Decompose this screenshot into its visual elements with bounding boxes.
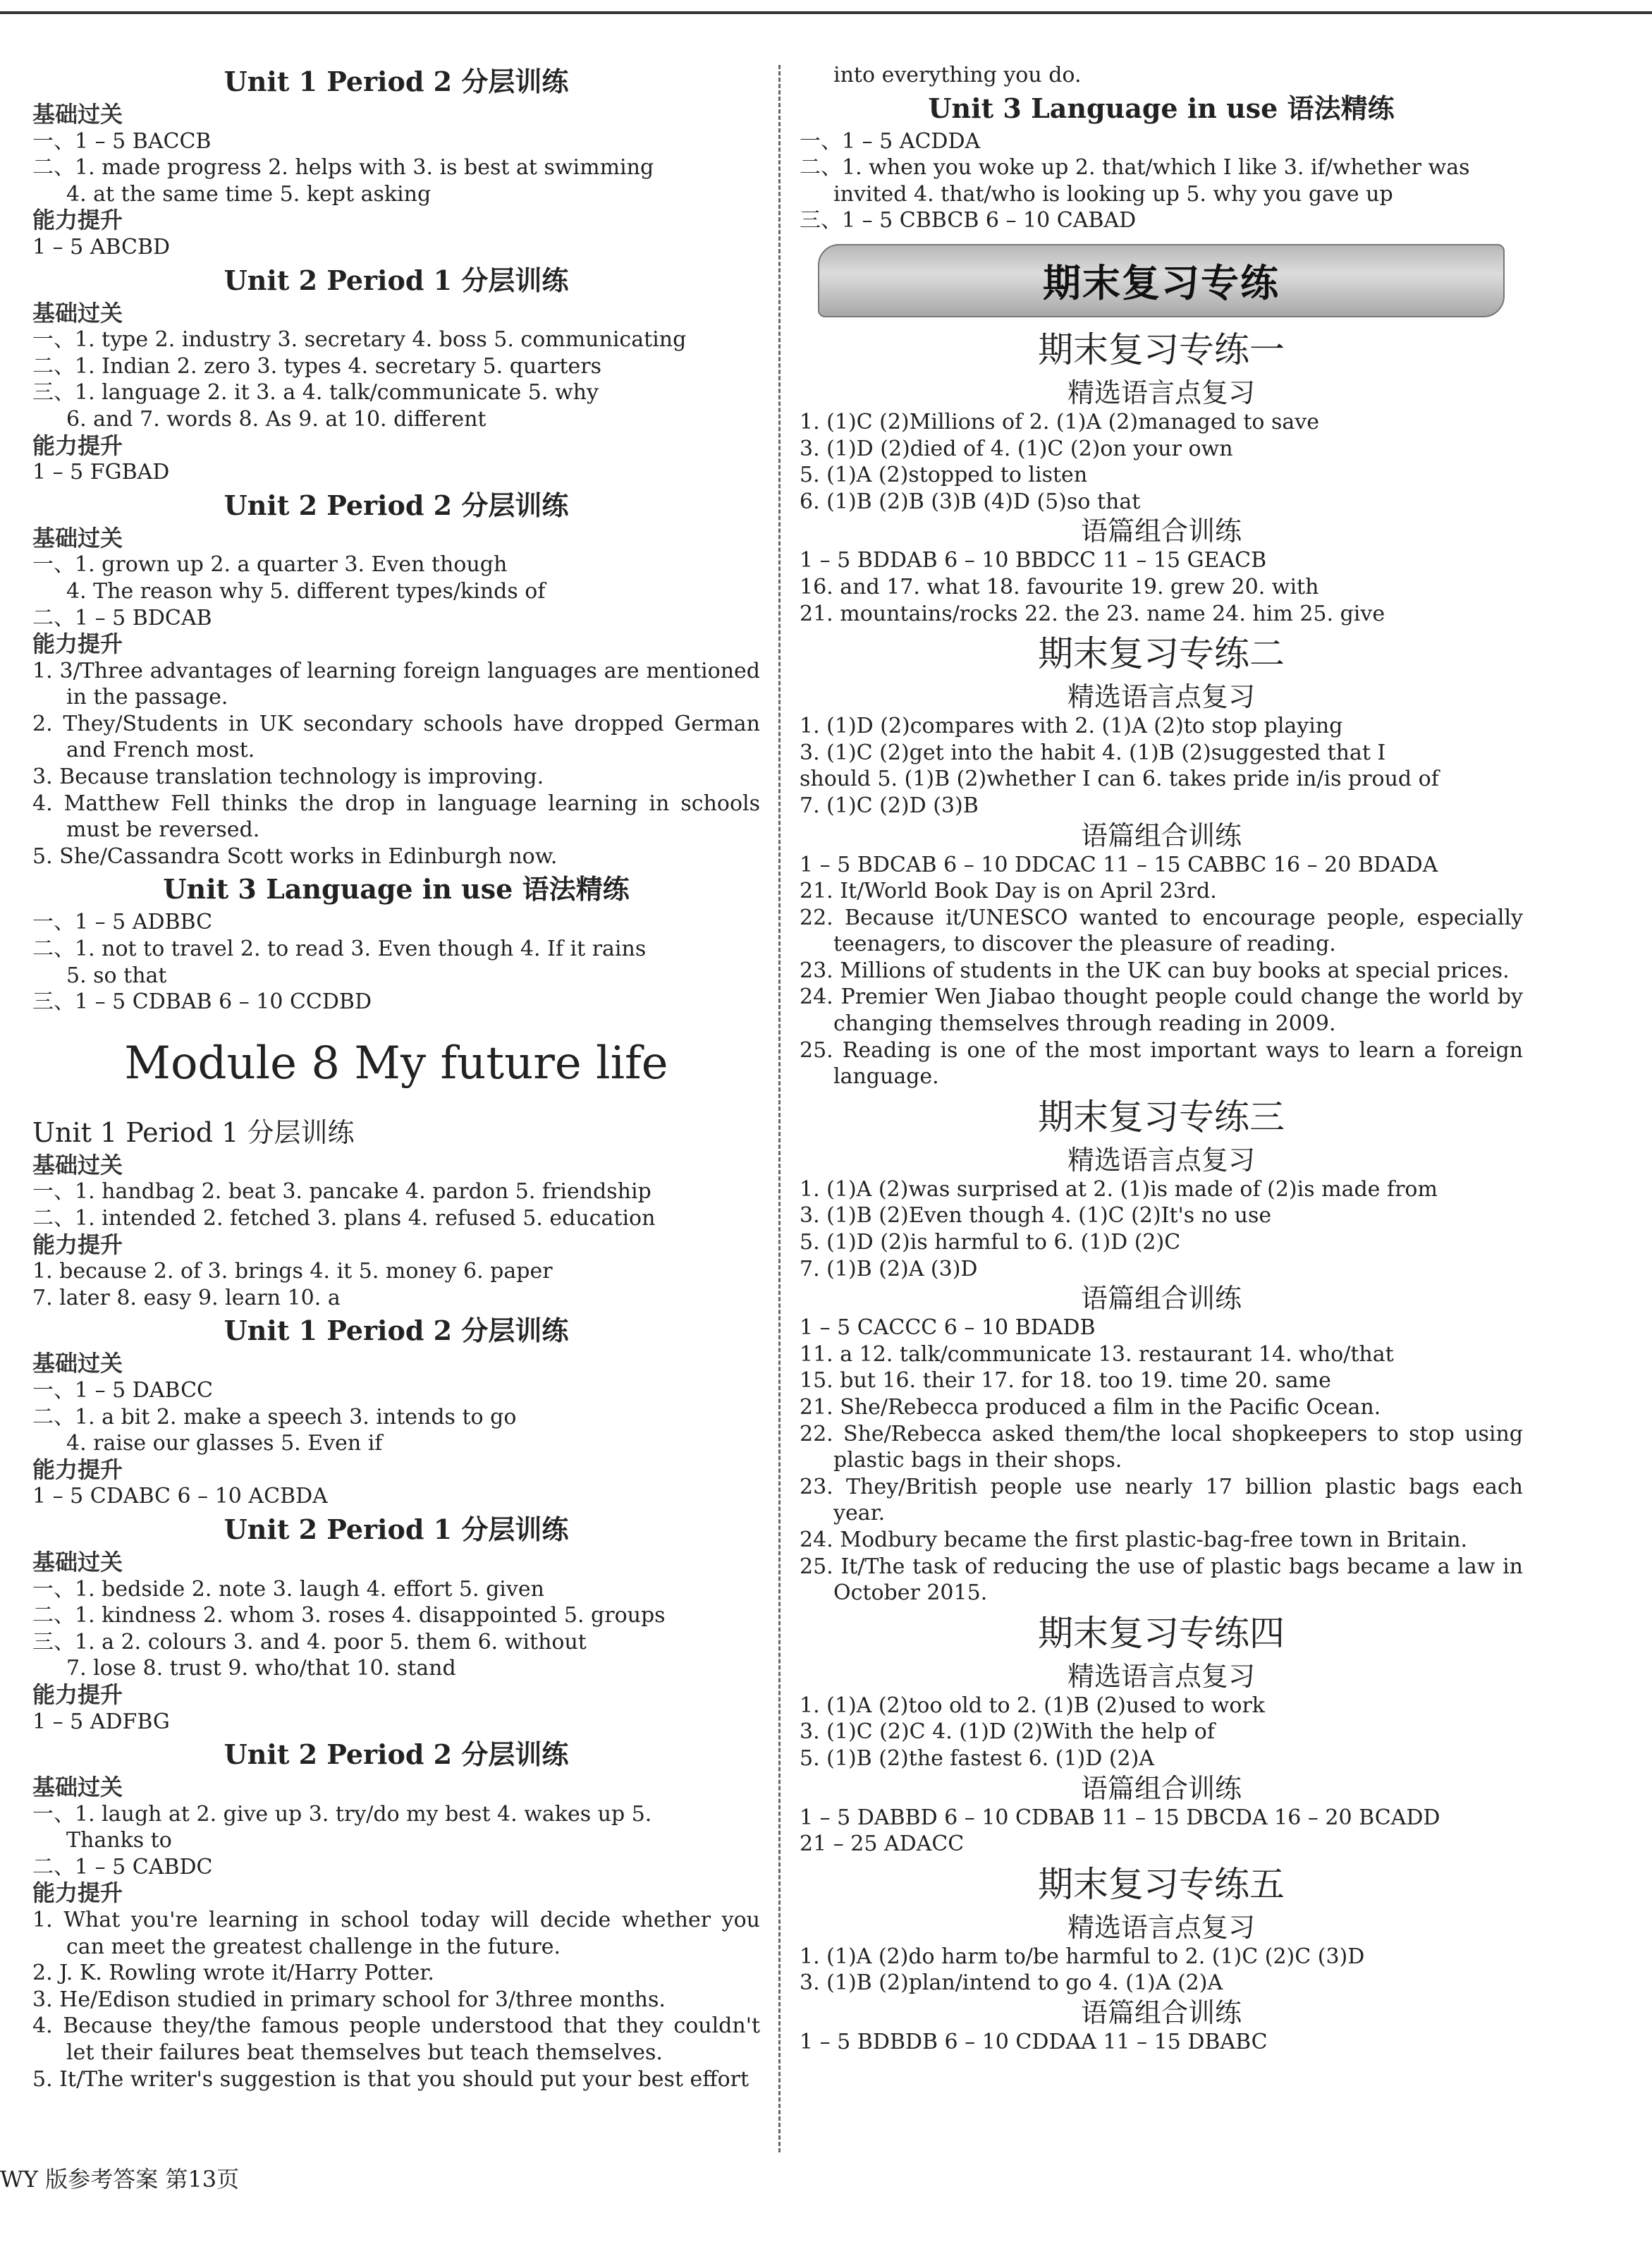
- section-label: 能力提升: [32, 1456, 123, 1483]
- review-heading: 期末复习专练一: [1038, 329, 1285, 370]
- section-label: 能力提升: [32, 1231, 123, 1258]
- answer-line: 7. (1)C (2)D (3)B: [800, 793, 979, 818]
- unit-heading: Unit 1 Period 2 分层训练: [224, 66, 569, 97]
- answer-line: 4. raise our glasses 5. Even if: [66, 1431, 383, 1456]
- answer-line: 2. They/Students in UK secondary schools have dropped German and French most.: [32, 711, 760, 763]
- answer-line: 7. later 8. easy 9. learn 10. a: [32, 1285, 341, 1310]
- review-heading: 期末复习专练三: [1038, 1096, 1285, 1138]
- answer-line: 一、1. type 2. industry 3. secretary 4. boss 5. communicating: [32, 327, 687, 353]
- section-label: 能力提升: [32, 1879, 123, 1907]
- unit-heading: Unit 2 Period 2 分层训练: [224, 1738, 569, 1771]
- answer-line: 1 – 5 CDABC 6 – 10 ACBDA: [32, 1484, 328, 1509]
- answer-line: 7. lose 8. trust 9. who/that 10. stand: [66, 1656, 456, 1681]
- answer-line: 23. Millions of students in the UK can buy books at special prices.: [800, 958, 1510, 983]
- answer-line: 3. He/Edison studied in primary school for 3/three months.: [32, 1987, 666, 2012]
- answer-line: 1 – 5 ADFBG: [32, 1709, 170, 1734]
- review-heading: 期末复习专练二: [1038, 633, 1285, 675]
- answer-line: 22. Because it/UNESCO wanted to encourage people, especially teenagers, to discover the pleasure of reading.: [800, 905, 1523, 957]
- section-label: 基础过关: [32, 1350, 123, 1377]
- answer-line: 三、1. language 2. it 3. a 4. talk/communicate 5. why: [32, 380, 599, 406]
- unit-heading: Unit 1 Period 2 分层训练: [224, 1315, 569, 1347]
- section-label: 基础过关: [32, 101, 123, 128]
- answer-line: 一、1. bedside 2. note 3. laugh 4. effort 5. given: [32, 1576, 544, 1602]
- answer-line: 5. (1)D (2)is harmful to 6. (1)D (2)C: [800, 1230, 1181, 1255]
- right-column: [800, 62, 1523, 2056]
- review-subheading: 语篇组合训练: [1080, 1997, 1242, 2028]
- answer-line: invited 4. that/who is looking up 5. why you gave up: [833, 181, 1393, 207]
- answer-line: 21. mountains/rocks 22. the 23. name 24. him 25. give: [800, 601, 1385, 626]
- answer-line: 16. and 17. what 18. favourite 19. grew 20. with: [800, 574, 1319, 599]
- review-banner: 期末复习专练: [818, 244, 1505, 317]
- answer-line: 4. The reason why 5. different types/kinds of: [66, 578, 546, 604]
- answer-line: 三、1. a 2. colours 3. and 4. poor 5. them 6. without: [32, 1629, 587, 1654]
- answer-line: 1 – 5 BDDAB 6 – 10 BBDCC 11 – 15 GEACB: [800, 548, 1267, 573]
- answer-line: 二、1. Indian 2. zero 3. types 4. secretary 5. quarters: [32, 353, 602, 379]
- answer-line: 1 – 5 FGBAD: [32, 460, 170, 485]
- answer-line: 1. 3/Three advantages of learning foreign languages are mentioned in the passage.: [32, 658, 760, 710]
- answer-line: should 5. (1)B (2)whether I can 6. takes pride in/is proud of: [800, 767, 1439, 792]
- section-label: 能力提升: [32, 207, 123, 234]
- answer-line: 5. so that: [66, 963, 167, 988]
- section-label: 能力提升: [32, 1681, 123, 1708]
- left-column: [32, 62, 760, 2092]
- answer-line: Thanks to: [66, 1828, 172, 1853]
- answer-line: 15. but 16. their 17. for 18. too 19. time 20. same: [800, 1368, 1331, 1394]
- answer-line: 1 – 5 BDBDB 6 – 10 CDDAA 11 – 15 DBABC: [800, 2029, 1268, 2054]
- answer-line: 23. They/British people use nearly 17 billion plastic bags each year.: [800, 1474, 1523, 1526]
- answer-line: 二、1. intended 2. fetched 3. plans 4. refused 5. education: [32, 1206, 656, 1231]
- review-heading: 期末复习专练五: [1038, 1863, 1285, 1905]
- answer-line: 4. Matthew Fell thinks the drop in language learning in schools must be reversed.: [32, 791, 760, 843]
- review-subheading: 精选语言点复习: [1067, 681, 1255, 713]
- answer-line: 一、1. handbag 2. beat 3. pancake 4. pardon 5. friendship: [32, 1179, 651, 1205]
- answer-line: 一、1 – 5 ACDDA: [800, 128, 981, 154]
- unit-heading: Unit 3 Language in use 语法精练: [928, 92, 1395, 124]
- answer-line: 4. at the same time 5. kept asking: [66, 181, 432, 207]
- review-subheading: 语篇组合训练: [1080, 819, 1242, 851]
- answer-line: 2. J. K. Rowling wrote it/Harry Potter.: [32, 1961, 434, 1986]
- review-subheading: 精选语言点复习: [1067, 377, 1255, 408]
- section-label: 基础过关: [32, 524, 123, 551]
- answer-line: 二、1 – 5 CABDC: [32, 1854, 213, 1879]
- answer-line: into everything you do.: [833, 63, 1082, 87]
- answer-line: 1. (1)C (2)Millions of 2. (1)A (2)managed to save: [800, 409, 1319, 434]
- review-subheading: 精选语言点复习: [1067, 1911, 1255, 1943]
- answer-line: 1 – 5 BDCAB 6 – 10 DDCAC 11 – 15 CABBC 16 – 20 BDADA: [800, 852, 1438, 877]
- answer-line: 三、1 – 5 CDBAB 6 – 10 CCDBD: [32, 989, 372, 1015]
- section-label: 基础过关: [32, 299, 123, 327]
- review-subheading: 精选语言点复习: [1067, 1660, 1255, 1692]
- unit-heading: Unit 2 Period 1 分层训练: [224, 264, 569, 296]
- answer-line: 1. (1)A (2)too old to 2. (1)B (2)used to work: [800, 1693, 1265, 1718]
- unit-heading: Unit 3 Language in use 语法精练: [163, 873, 630, 906]
- unit-heading: Unit 2 Period 2 分层训练: [224, 489, 569, 521]
- section-label: 基础过关: [32, 1151, 123, 1178]
- answer-line: 二、1. kindness 2. whom 3. roses 4. disappointed 5. groups: [32, 1603, 666, 1628]
- unit-heading: Unit 2 Period 1 分层训练: [224, 1513, 569, 1545]
- review-subheading: 语篇组合训练: [1080, 1283, 1242, 1315]
- review-subheading: 精选语言点复习: [1067, 1144, 1255, 1176]
- answer-line: 3. (1)C (2)C 4. (1)D (2)With the help of: [800, 1719, 1215, 1745]
- answer-line: 6. (1)B (2)B (3)B (4)D (5)so that: [800, 489, 1141, 514]
- module-title: Module 8 My future life: [124, 1037, 668, 1090]
- answer-line: 5. It/The writer's suggestion is that you should put your best effort: [32, 2066, 749, 2092]
- section-label: 基础过关: [32, 1548, 123, 1576]
- answer-line: 3. Because translation technology is improving.: [32, 764, 544, 790]
- page-footer: WY 版参考答案 第13页: [0, 2166, 240, 2193]
- answer-line: 一、1 – 5 BACCB: [32, 128, 212, 154]
- answer-line: 二、1. a bit 2. make a speech 3. intends to go: [32, 1404, 517, 1430]
- section-label: 能力提升: [32, 432, 123, 459]
- answer-line: 3. (1)C (2)get into the habit 4. (1)B (2)suggested that I: [800, 740, 1386, 765]
- answer-line: 21. She/Rebecca produced a film in the Pacific Ocean.: [800, 1395, 1381, 1420]
- answer-line: 22. She/Rebecca asked them/the local shopkeepers to stop using plastic bags in their shops.: [800, 1421, 1523, 1473]
- review-subheading: 语篇组合训练: [1080, 1772, 1242, 1804]
- answer-line: 5. (1)B (2)the fastest 6. (1)D (2)A: [800, 1745, 1154, 1771]
- answer-line: 一、1 – 5 DABCC: [32, 1377, 214, 1403]
- answer-line: 6. and 7. words 8. As 9. at 10. different: [66, 406, 487, 432]
- review-subheading: 语篇组合训练: [1080, 516, 1242, 547]
- answer-line: 二、1 – 5 BDCAB: [32, 605, 212, 630]
- answer-line: 1. (1)A (2)do harm to/be harmful to 2. (1)C (2)C (3)D: [800, 1944, 1365, 1969]
- answer-line: 3. (1)B (2)Even though 4. (1)C (2)It's no use: [800, 1203, 1272, 1229]
- answer-line: 24. Modbury became the first plastic-bag-free town in Britain.: [800, 1527, 1468, 1552]
- answer-line: 二、1. when you woke up 2. that/which I like 3. if/whether was: [800, 155, 1470, 181]
- answer-line: 1 – 5 DABBD 6 – 10 CDBAB 11 – 15 DBCDA 16 – 20 BCADD: [800, 1805, 1440, 1830]
- answer-line: 1. (1)D (2)compares with 2. (1)A (2)to stop playing: [800, 714, 1343, 739]
- answer-line: 25. It/The task of reducing the use of plastic bags became a law in October 2015.: [800, 1554, 1523, 1606]
- answer-line: 1. (1)A (2)was surprised at 2. (1)is made of (2)is made from: [800, 1176, 1438, 1202]
- answer-line: 11. a 12. talk/communicate 13. restaurant 14. who/that: [800, 1341, 1394, 1367]
- answer-line: 1 – 5 CACCC 6 – 10 BDADB: [800, 1315, 1096, 1341]
- review-heading: 期末复习专练四: [1038, 1612, 1285, 1654]
- answer-line: 1. because 2. of 3. brings 4. it 5. money 6. paper: [32, 1259, 553, 1284]
- answer-line: 1. What you're learning in school today will decide whether you can meet the greatest challenge in the future.: [32, 1908, 760, 1959]
- answer-line: 4. Because they/the famous people understood that they couldn't let their failures beat themselves but teach themselves.: [32, 2013, 760, 2066]
- top-rule: [0, 11, 1652, 14]
- answer-line: 21 – 25 ADACC: [800, 1832, 965, 1857]
- answer-line: 三、1 – 5 CBBCB 6 – 10 CABAD: [800, 208, 1137, 233]
- column-divider: [778, 65, 781, 2152]
- answer-line: 二、1. made progress 2. helps with 3. is best at swimming: [32, 155, 654, 181]
- answer-line: 7. (1)B (2)A (3)D: [800, 1256, 978, 1281]
- section-label: 能力提升: [32, 630, 123, 658]
- answer-line: 5. (1)A (2)stopped to listen: [800, 463, 1088, 488]
- answer-line: 3. (1)D (2)died of 4. (1)C (2)on your own: [800, 436, 1233, 461]
- unit-heading: Unit 1 Period 1 分层训练: [32, 1116, 355, 1148]
- answer-line: 25. Reading is one of the most important ways to learn a foreign language.: [800, 1037, 1523, 1090]
- answer-line: 一、1. grown up 2. a quarter 3. Even though: [32, 552, 508, 578]
- answer-line: 5. She/Cassandra Scott works in Edinburgh now.: [32, 843, 558, 869]
- answer-line: 3. (1)B (2)plan/intend to go 4. (1)A (2)A: [800, 1970, 1223, 1996]
- answer-line: 一、1. laugh at 2. give up 3. try/do my best 4. wakes up 5.: [32, 1801, 652, 1827]
- answer-line: 二、1. not to travel 2. to read 3. Even though 4. If it rains: [32, 937, 647, 962]
- section-label: 基础过关: [32, 1774, 123, 1801]
- answer-line: 21. It/World Book Day is on April 23rd.: [800, 879, 1217, 904]
- answer-line: 24. Premier Wen Jiabao thought people could change the world by changing themselves through reading in 2009.: [800, 985, 1523, 1037]
- answer-line: 1 – 5 ABCBD: [32, 234, 171, 260]
- answer-line: 一、1 – 5 ADBBC: [32, 910, 213, 935]
